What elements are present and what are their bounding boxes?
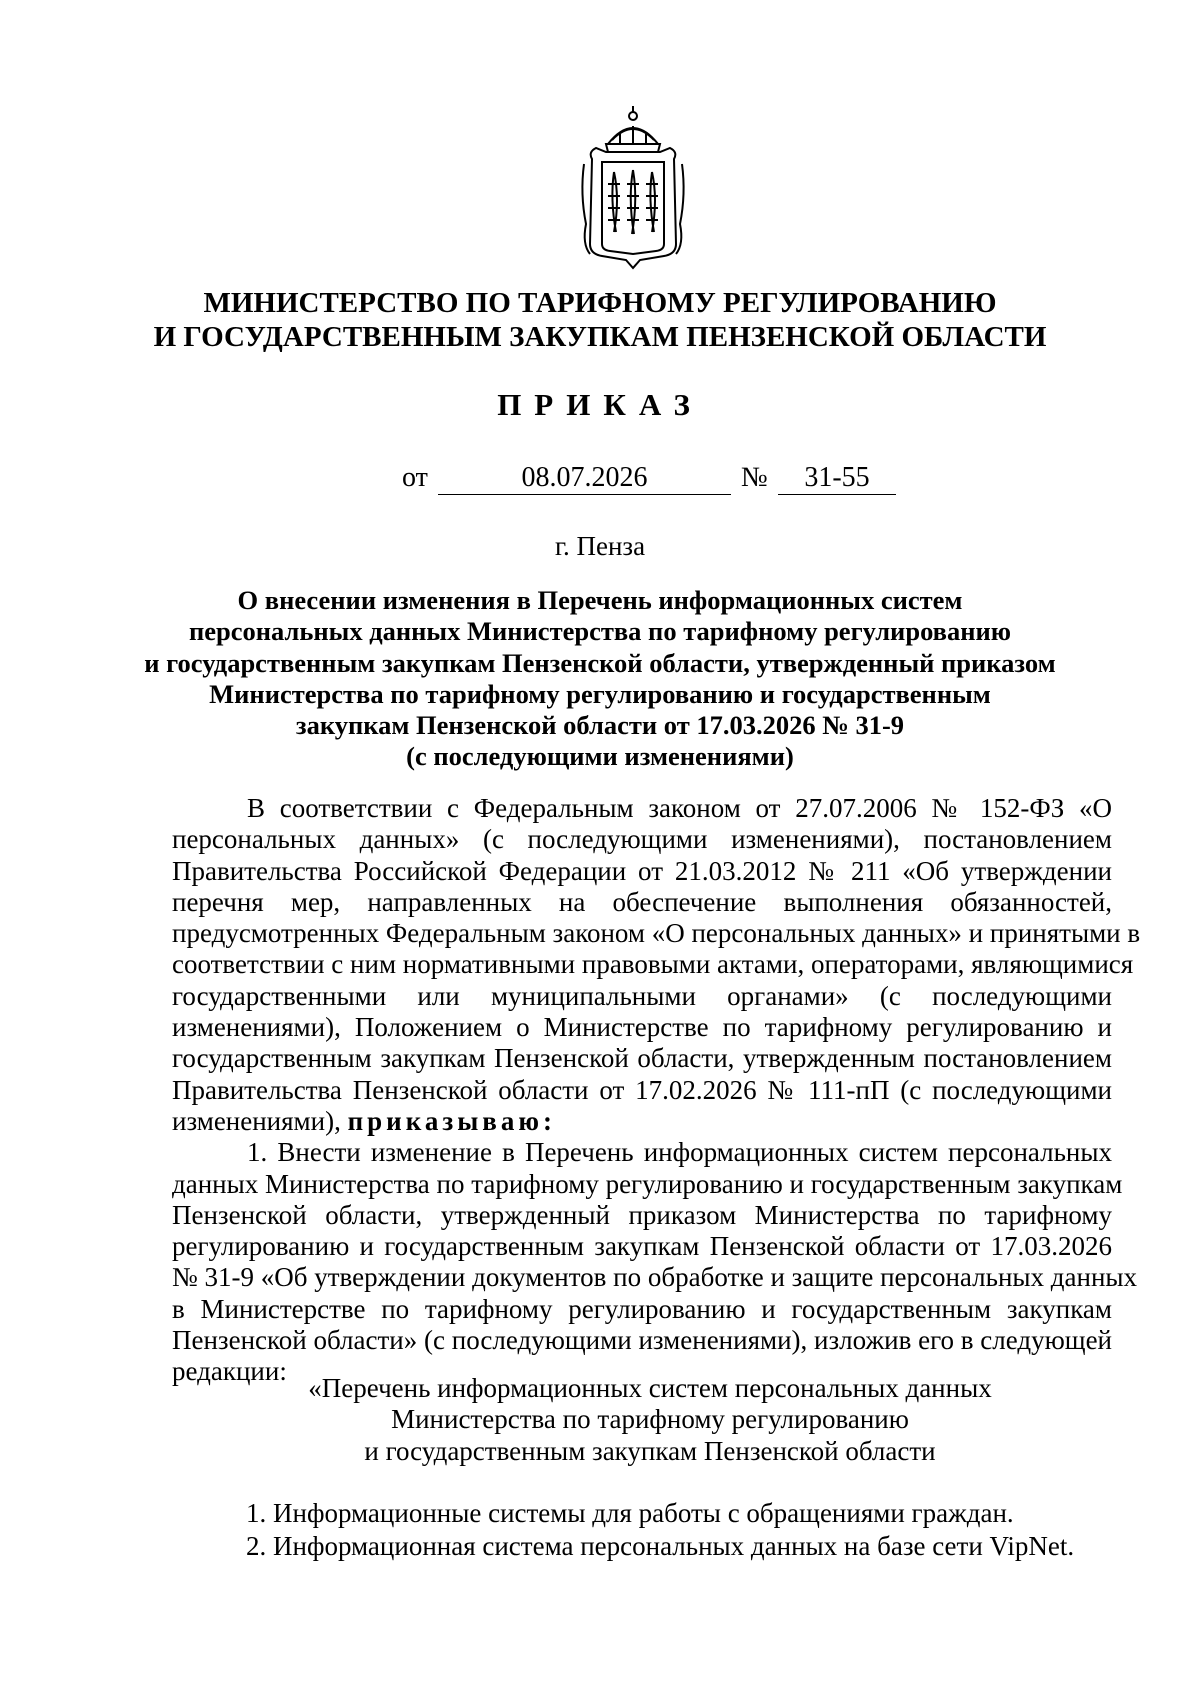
item1-line: Пензенской области, утвержденный приказом Министерства по тарифному: [172, 1199, 1112, 1230]
subject-line: Министерства по тарифному регулированию и государственным: [209, 678, 991, 709]
list-title-line: Министерства по тарифному регулированию: [391, 1404, 909, 1435]
ministry-name-line-1: МИНИСТЕРСТВО ПО ТАРИФНОМУ РЕГУЛИРОВАНИЮ: [203, 287, 997, 319]
item1-line: 1. Внести изменение в Перечень информационных систем персональных: [247, 1137, 1112, 1168]
systems-list: [246, 1497, 1074, 1563]
preamble-line: государственными или муниципальными органами» (с последующими: [172, 980, 1112, 1011]
preamble-line: Правительства Пензенской области от 17.02.2026 № 111-пП (с последующими: [172, 1074, 1112, 1105]
subject-line: О внесении изменения в Перечень информационных систем: [237, 585, 963, 615]
item1-line: Пензенской области» (с последующими изменениями), изложив его в следующей: [172, 1325, 1112, 1356]
preamble-line: Правительства Российской Федерации от 21.03.2012 № 211 «Об утверждении: [172, 855, 1112, 886]
item1-line: регулированию и государственным закупкам Пензенской области от 17.03.2026: [172, 1231, 1112, 1262]
subject-line: (с последующими изменениями): [406, 741, 794, 772]
order-date: 08.07.2026: [438, 462, 731, 495]
coat-of-arms-emblem: [578, 104, 688, 274]
document-body: [172, 793, 1141, 1388]
preamble-line: государственным закупкам Пензенской области, утвержденным постановлением: [172, 1043, 1112, 1074]
list-item: 1. Информационные системы для работы с обращениями граждан.: [246, 1498, 1014, 1528]
list-title: [260, 1373, 1040, 1467]
preamble-line-end: изменениями),: [172, 1105, 341, 1136]
item1-line: данных Министерства по тарифному регулированию и государственным закупкам: [172, 1168, 1123, 1199]
subject-line: закупкам Пензенской области от 17.03.2026 № 31-9: [295, 710, 905, 741]
item1-line: № 31-9 «Об утверждении документов по обработке и защите персональных данных: [172, 1262, 1138, 1293]
order-number: 31-55: [778, 462, 896, 495]
city: г. Пенза: [554, 531, 646, 561]
preamble-line: изменениями), Положением о Министерстве по тарифному регулированию и: [172, 1012, 1112, 1043]
list-item: 2. Информационная система персональных данных на базе сети VipNet.: [246, 1531, 1075, 1561]
number-sign: №: [741, 462, 768, 493]
order-subject: [130, 585, 1070, 773]
ministry-name-line-2: И ГОСУДАРСТВЕННЫМ ЗАКУПКАМ ПЕНЗЕНСКОЙ ОБЛАСТИ: [153, 321, 1047, 353]
document-type-title: ПРИКАЗ: [497, 387, 703, 422]
item1-line: в Министерстве по тарифному регулированию и государственным закупкам: [172, 1293, 1112, 1324]
order-word: приказываю:: [347, 1105, 557, 1136]
preamble-line: предусмотренных Федеральным законом «О персональных данных» и принятыми в: [172, 918, 1141, 949]
preamble-line: персональных данных» (с последующими изменениями), постановлением: [172, 824, 1112, 855]
date-prefix: от: [402, 462, 428, 493]
list-title-line: «Перечень информационных систем персональных данных: [308, 1373, 992, 1403]
preamble-line: соответствии с ним нормативными правовыми актами, операторами, являющимися: [172, 949, 1134, 980]
subject-line: и государственным закупкам Пензенской области, утвержденный приказом: [144, 647, 1056, 678]
item1-line: редакции:: [172, 1356, 287, 1387]
preamble-line: перечня мер, направленных на обеспечение выполнения обязанностей,: [172, 886, 1112, 917]
preamble-line: В соответствии с Федеральным законом от 27.07.2006 № 152-ФЗ «О: [247, 793, 1112, 823]
ministry-name: [150, 286, 1050, 354]
subject-line: персональных данных Министерства по тарифному регулированию: [188, 616, 1012, 647]
preamble-last-line: [172, 1106, 1112, 1137]
list-title-line: и государственным закупкам Пензенской области: [364, 1435, 936, 1466]
